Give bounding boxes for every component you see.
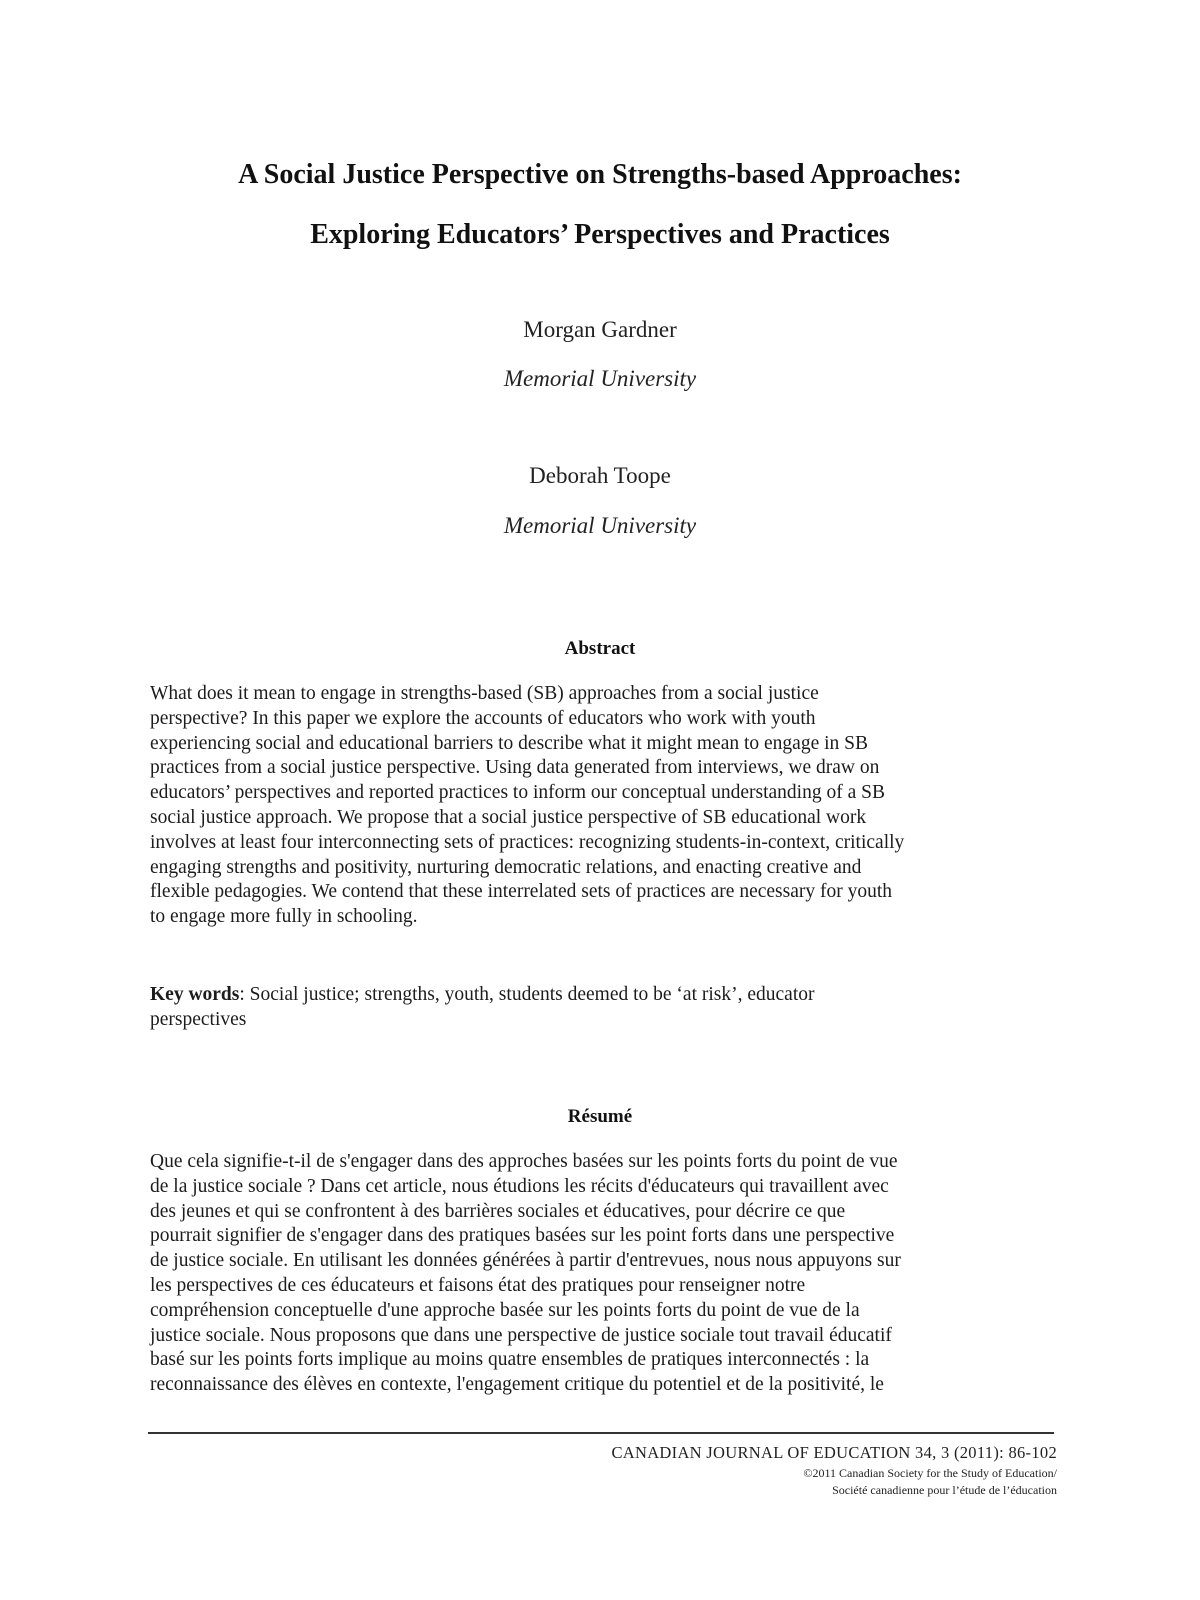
journal-citation: CANADIAN JOURNAL OF EDUCATION 34, 3 (2011): 86-102 [611, 1443, 1057, 1462]
resume-heading: Résumé [567, 1106, 633, 1127]
resume-line: de la justice sociale ? Dans cet article, nous étudions les récits d'éducateurs qui travaillent avec [150, 1175, 889, 1197]
author-affiliation-1: Memorial University [503, 366, 697, 391]
keywords-block [150, 983, 1060, 1033]
author-name-1: Morgan Gardner [523, 317, 677, 342]
copyright-line-2: Société canadienne pour l’étude de l’éducation [832, 1483, 1057, 1497]
abstract-line: practices from a social justice perspective. Using data generated from interviews, we draw on [150, 757, 880, 779]
abstract-line: What does it mean to engage in strengths-based (SB) approaches from a social justice [150, 683, 819, 704]
resume-line: de justice sociale. En utilisant les données générées à partir d'entrevues, nous nous appuyons sur [150, 1250, 901, 1272]
abstract-line: perspective? In this paper we explore the accounts of educators who work with youth [150, 707, 816, 729]
resume-line: justice sociale. Nous proposons que dans une perspective de justice sociale tout travail éducatif [150, 1324, 892, 1346]
keywords-line [150, 983, 1060, 1008]
abstract-line: to engage more fully in schooling. [150, 906, 418, 928]
abstract-line: educators’ perspectives and reported practices to inform our conceptual understanding of a SB [150, 782, 885, 804]
author-name-2: Deborah Toope [529, 463, 671, 488]
abstract-line: involves at least four interconnecting sets of practices: recognizing students-in-context, critically [150, 831, 905, 853]
resume-line: compréhension conceptuelle d'une approche basée sur les points forts du point de vue de la [150, 1299, 860, 1321]
keywords-text: : Social justice; strengths, youth, students deemed to be ‘at risk’, educator [239, 984, 815, 1005]
abstract-line: experiencing social and educational barriers to describe what it might mean to engage in SB [150, 732, 869, 754]
resume-line: des jeunes et qui se confrontent à des barrières sociales et éducatives, pour décrire ce que [150, 1200, 846, 1222]
abstract-line: engaging strengths and positivity, nurturing democratic relations, and enacting creative and [150, 856, 862, 878]
resume-line: pourrait signifier de s'engager dans des pratiques basées sur les point forts dans une perspective [150, 1225, 895, 1247]
abstract-body [150, 682, 1060, 930]
paper-title-line-2: Exploring Educators’ Perspectives and Practices [310, 219, 890, 250]
keywords-line: perspectives [150, 1008, 247, 1030]
resume-line: basé sur les points forts implique au moins quatre ensembles de pratiques interconnectés : la [150, 1349, 870, 1371]
resume-line: Que cela signifie-t-il de s'engager dans des approches basées sur les points forts du point de vue [150, 1151, 898, 1172]
abstract-line: flexible pedagogies. We contend that these interrelated sets of practices are necessary for youth [150, 881, 893, 903]
copyright-line-1: ©2011 Canadian Society for the Study of Education/ [803, 1466, 1057, 1480]
resume-line: reconnaissance des élèves en contexte, l'engagement critique du potentiel et de la positivité, le [150, 1374, 884, 1396]
keywords-label: Key words [150, 984, 240, 1005]
footer-divider [148, 1432, 1054, 1434]
resume-body [150, 1150, 1060, 1398]
resume-line: les perspectives de ces éducateurs et faisons état des pratiques pour renseigner notre [150, 1274, 806, 1296]
abstract-heading: Abstract [564, 638, 636, 659]
paper-title-line-1: A Social Justice Perspective on Strengths-based Approaches: [238, 159, 962, 190]
author-affiliation-2: Memorial University [503, 513, 697, 538]
abstract-line: social justice approach. We propose that a social justice perspective of SB educational work [150, 806, 867, 828]
